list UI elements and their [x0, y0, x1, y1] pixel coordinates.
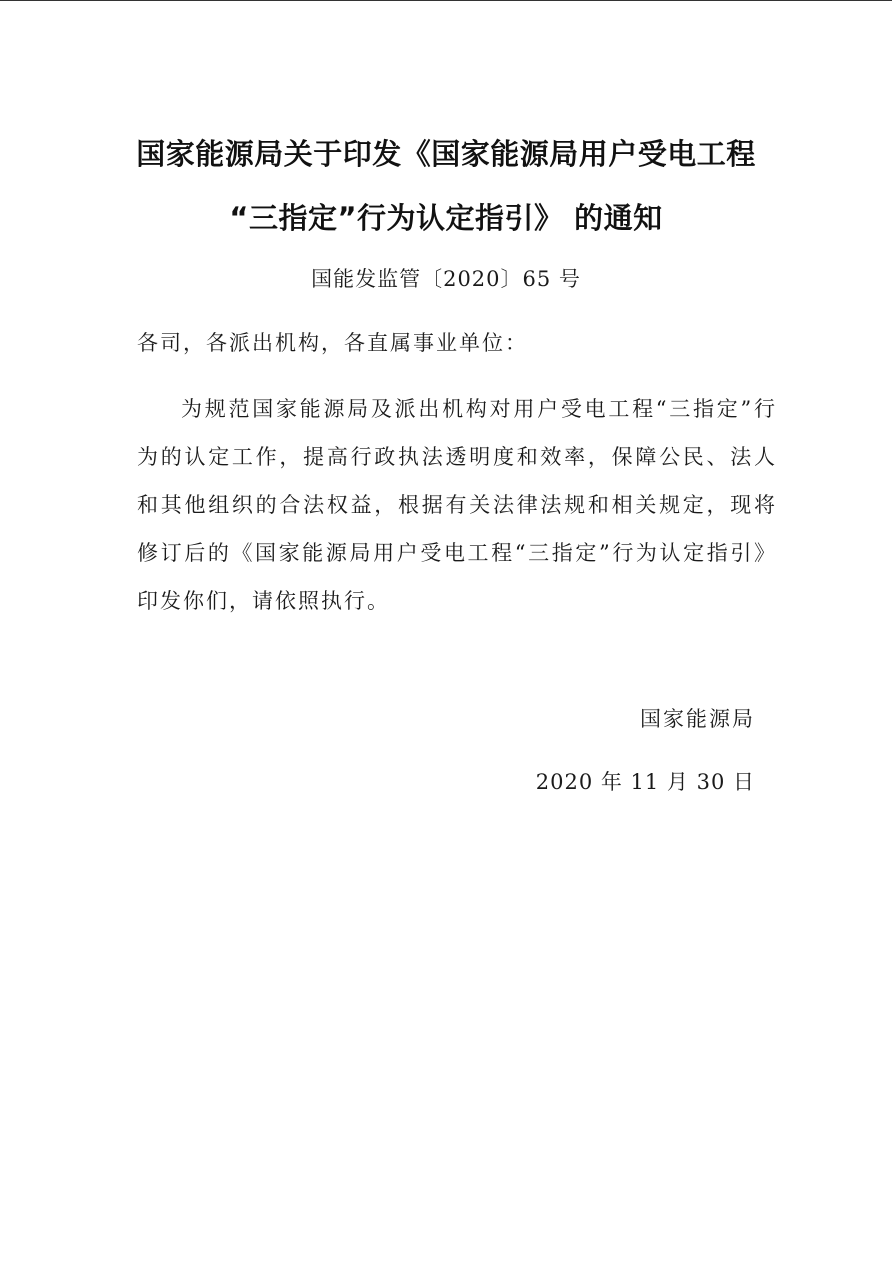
salutation: 各司，各派出机构，各直属事业单位： [137, 331, 528, 355]
issue-date: 2020 年 11 月 30 日 [535, 770, 755, 794]
body-paragraph: 为规范国家能源局及派出机构对用户受电工程“三指定”行为的认定工作，提高行政执法透明度和效率，保障公民、法人和其他组织的合法权益，根据有关法律法规和相关规定，现将修订后的《国家能源局用户受电工程“三指定”行为认定指引》印发你们，请依照执行。 [137, 397, 777, 613]
document-number: 国能发监管〔2020〕65 号 [311, 267, 581, 291]
document-title-line-2: “三指定”行为认定指引》 的通知 [229, 201, 663, 235]
document-title-line-1: 国家能源局关于印发《国家能源局用户受电工程 [136, 137, 756, 171]
issuer-signature: 国家能源局 [640, 707, 755, 731]
